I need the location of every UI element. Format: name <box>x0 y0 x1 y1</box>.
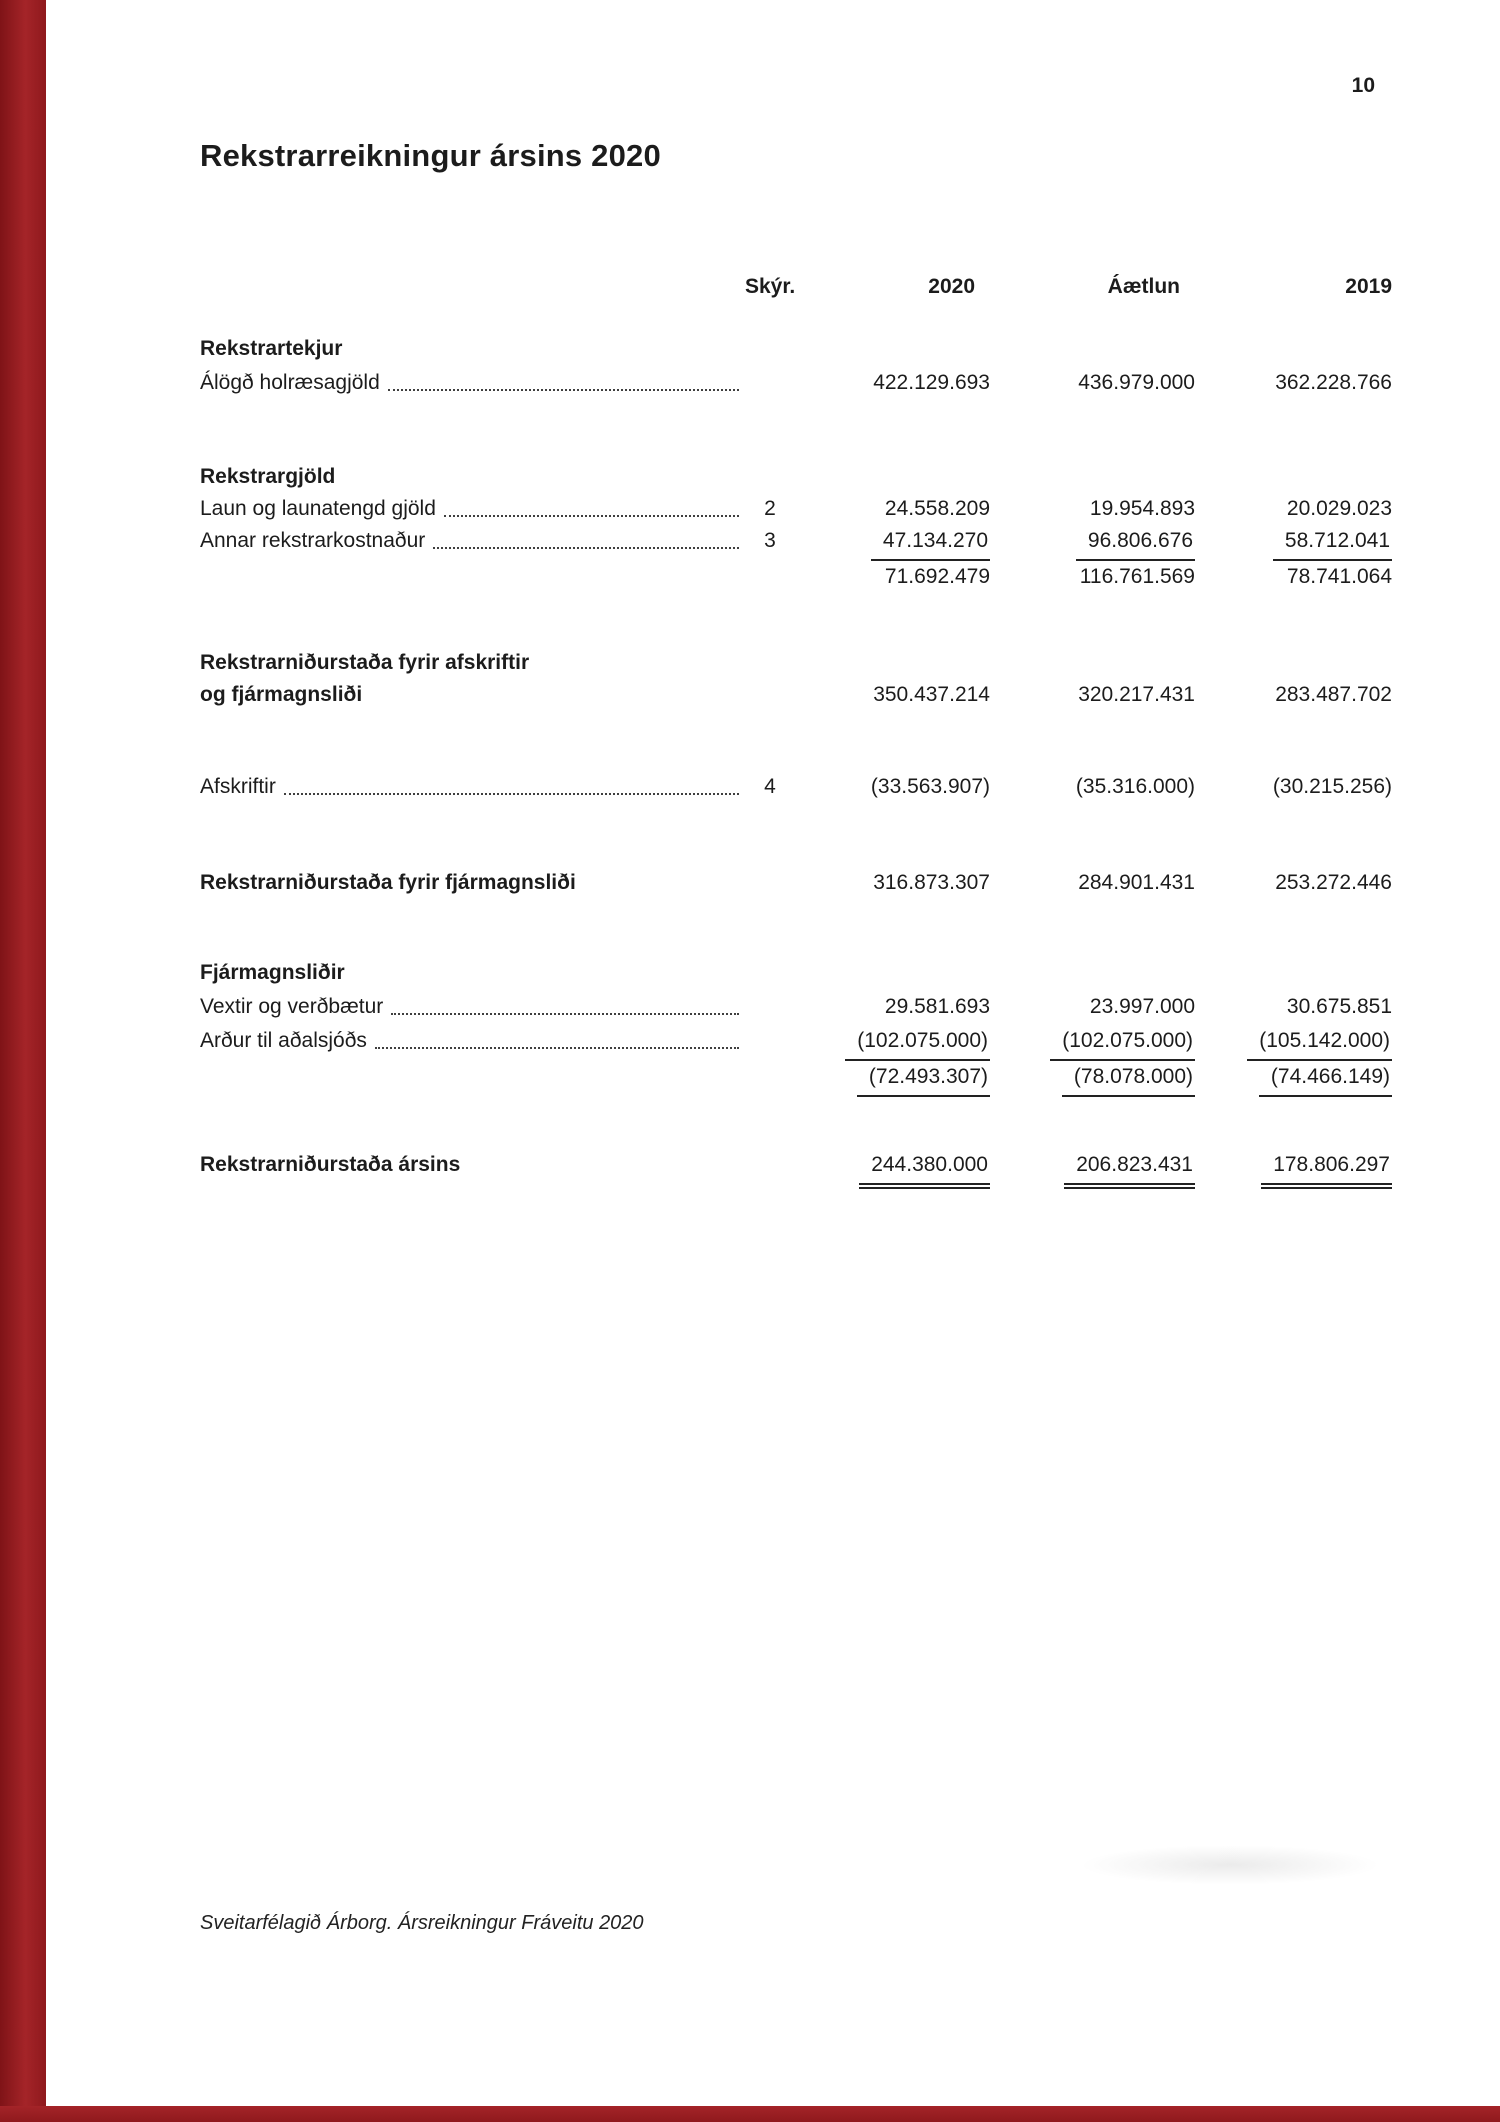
section-heading-financial <box>200 958 1392 988</box>
skyr-cell: 4 <box>764 775 776 798</box>
value-2020: 422.129.693 <box>873 371 990 394</box>
value-2020: (33.563.907) <box>870 775 990 798</box>
value-plan: 284.901.431 <box>1078 871 1195 894</box>
value-2020: 350.437.214 <box>873 683 990 706</box>
table-header-row <box>200 272 1392 302</box>
value-plan: (102.075.000) <box>990 1026 1195 1061</box>
skyr-cell: 3 <box>764 529 776 552</box>
skyr-cell: 2 <box>764 497 776 520</box>
value-2019: 362.228.766 <box>1275 371 1392 394</box>
row-label-cell: og fjármagnsliði <box>200 683 363 706</box>
value-2020: (102.075.000) <box>795 1026 990 1061</box>
table-row-ebitda <box>200 680 1392 710</box>
section-heading-ebitda-line1 <box>200 648 1392 678</box>
scan-artifact-smudge <box>1080 1845 1380 1885</box>
table-row-result <box>200 1150 1392 1189</box>
row-label: Arður til aðalsjóðs <box>200 1029 367 1052</box>
value-2020: 29.581.693 <box>884 995 990 1018</box>
book-spine-bottom-edge <box>0 2106 1500 2122</box>
table-row-alogd-holraesagjold <box>200 368 1392 398</box>
dot-leader <box>433 547 739 549</box>
row-label: Annar rekstrarkostnaður <box>200 529 426 552</box>
value-2019: 58.712.041 <box>1195 526 1392 561</box>
value-2020: 24.558.209 <box>884 497 990 520</box>
value-2019: 78.741.064 <box>1286 565 1392 588</box>
value-plan: (35.316.000) <box>1075 775 1195 798</box>
section-heading-label: Rekstrarniðurstaða fyrir afskriftir <box>200 651 530 674</box>
column-header-skyr: Skýr. <box>745 275 796 298</box>
value-plan: 436.979.000 <box>1078 371 1195 394</box>
value-plan: 19.954.893 <box>1089 497 1195 520</box>
section-heading-label: Rekstrargjöld <box>200 465 336 488</box>
value-2020: (72.493.307) <box>795 1062 990 1097</box>
value-2019: 30.675.851 <box>1286 995 1392 1018</box>
value-plan: 23.997.000 <box>1089 995 1195 1018</box>
row-label-cell <box>200 494 745 524</box>
table-row-annar <box>200 526 1392 561</box>
dot-leader <box>388 389 739 391</box>
value-2019: 283.487.702 <box>1275 683 1392 706</box>
value-2020: 316.873.307 <box>873 871 990 894</box>
value-2019: (74.466.149) <box>1195 1062 1392 1097</box>
column-header-2019: 2019 <box>1345 275 1392 298</box>
value-2020: 71.692.479 <box>884 565 990 588</box>
column-header-aaetlun: Áætlun <box>1107 275 1180 298</box>
table-row-ardur <box>200 1026 1392 1061</box>
value-plan: 96.806.676 <box>990 526 1195 561</box>
value-2019: 253.272.446 <box>1275 871 1392 894</box>
section-heading-label: Rekstrartekjur <box>200 337 343 360</box>
row-label: Álögð holræsagjöld <box>200 371 380 394</box>
row-label: Vextir og verðbætur <box>200 995 384 1018</box>
row-label: Laun og launatengd gjöld <box>200 497 436 520</box>
table-row-afskriftir <box>200 772 1392 802</box>
value-2019: 178.806.297 <box>1195 1150 1392 1189</box>
value-2020: 47.134.270 <box>795 526 990 561</box>
row-label-cell <box>200 368 745 398</box>
value-2019: 20.029.023 <box>1286 497 1392 520</box>
table-row-expenses-total <box>200 562 1392 592</box>
row-label-cell <box>200 772 745 802</box>
table-row-laun <box>200 494 1392 524</box>
dot-leader <box>444 515 739 517</box>
column-header-2020: 2020 <box>928 275 975 298</box>
row-label-cell: Rekstrarniðurstaða ársins <box>200 1153 461 1176</box>
value-2019: (105.142.000) <box>1195 1026 1392 1061</box>
table-row-ebit <box>200 868 1392 898</box>
document-title: Rekstrarreikningur ársins 2020 <box>200 138 661 173</box>
dot-leader <box>391 1013 739 1015</box>
table-row-vextir <box>200 992 1392 1022</box>
value-plan: (78.078.000) <box>990 1062 1195 1097</box>
value-plan: 116.761.569 <box>1079 565 1195 588</box>
section-heading-income <box>200 334 1392 364</box>
value-2020: 244.380.000 <box>795 1150 990 1189</box>
value-plan: 320.217.431 <box>1078 683 1195 706</box>
footer-text: Sveitarfélagið Árborg. Ársreikningur Fráveitu 2020 <box>200 1912 644 1934</box>
row-label-cell <box>200 1026 745 1056</box>
section-heading-label: Fjármagnsliðir <box>200 961 345 984</box>
row-label-cell <box>200 526 745 556</box>
row-label: Afskriftir <box>200 775 276 798</box>
table-row-financial-total <box>200 1062 1392 1097</box>
row-label-cell <box>200 992 745 1022</box>
dot-leader <box>284 793 739 795</box>
value-2019: (30.215.256) <box>1272 775 1392 798</box>
section-heading-expenses <box>200 462 1392 492</box>
value-plan: 206.823.431 <box>990 1150 1195 1189</box>
row-label-cell: Rekstrarniðurstaða fyrir fjármagnsliði <box>200 871 576 894</box>
dot-leader <box>375 1047 739 1049</box>
page-number: 10 <box>1351 74 1375 97</box>
book-spine-left-edge <box>0 0 46 2122</box>
